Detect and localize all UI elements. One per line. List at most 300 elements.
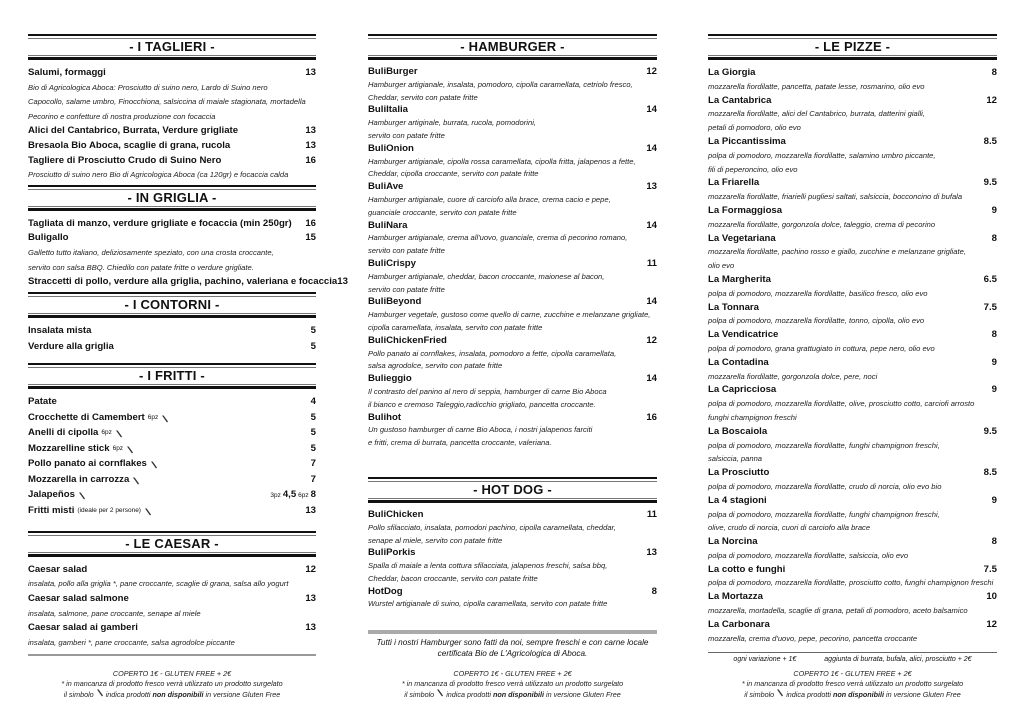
menu-item	[368, 547, 657, 560]
item-description: Hamburger artigianale, crema all'uovo, guanciale, crema di pecorino romano,	[368, 233, 628, 243]
item-name: BuliOnion	[368, 142, 414, 154]
item-name-group	[368, 143, 414, 156]
item-name-group	[708, 618, 770, 632]
menu-item	[708, 425, 997, 439]
menu-item	[28, 621, 316, 636]
item-name: La Boscaiola	[708, 425, 768, 437]
item-description: Hamburger artigianale, cuore di carciofo alla brace, crema cacio e pepe,	[368, 194, 611, 204]
item-name-group	[708, 94, 771, 108]
item-description: polpa di pomodoro, mozzarella fiordilatte, funghi champignon freschi,	[708, 509, 940, 519]
menu-item	[368, 509, 657, 522]
item-description: Bio di Agricologica Aboca: Prosciutto di suino nero, Lardo di Suino nero	[28, 82, 268, 92]
header-rule	[28, 554, 316, 557]
item-name-group	[28, 275, 337, 290]
item-name: Straccetti di pollo, verdure alla griglia, pachino, valeriana e focaccia	[28, 276, 338, 288]
item-name: La Vendicatrice	[708, 329, 779, 341]
item-description: Galletto tutto italiano, deliziosamente speziato, con una crosta croccante,	[28, 247, 274, 257]
item-description: Prosciutto di suino nero Bio di Agricologica Aboca (ca 120gr) e focaccia calda	[28, 170, 289, 180]
item-price: 13	[305, 622, 316, 634]
item-name-group	[708, 232, 776, 246]
header-rule	[368, 498, 657, 499]
menu-item	[708, 466, 997, 480]
item-price: 13	[337, 276, 348, 288]
section-title: - HAMBURGER -	[460, 39, 565, 54]
item-quantity: 6pz	[101, 429, 112, 437]
item-description: Pollo sfilacciato, insalata, pomodori pachino, cipolla caramellata, cheddar,	[368, 522, 616, 532]
item-name-group	[708, 135, 786, 149]
menu-item	[708, 328, 997, 342]
item-name-group	[368, 66, 418, 79]
header-rule	[708, 55, 997, 56]
item-price: 9	[991, 494, 997, 506]
menu-item	[368, 258, 657, 271]
item-name-group	[708, 273, 771, 287]
item-description: Pecorino e confetture di nostra produzione con focaccia	[28, 111, 216, 121]
item-name: La Piccantissima	[708, 135, 786, 147]
section-title: - I TAGLIERI -	[129, 39, 215, 54]
item-name-group	[28, 426, 123, 441]
menu-item	[28, 457, 316, 473]
note-line: Tutti i nostri Hamburger sono fatti da noi, sempre freschi e con carne locale	[376, 638, 649, 647]
section-header	[708, 34, 997, 60]
item-name-group	[28, 473, 140, 488]
item-quantity: 6pz	[112, 444, 124, 452]
item-price: 13	[305, 504, 316, 516]
item-name: Pollo panato ai cornflakes	[28, 458, 147, 470]
header-rule	[28, 55, 316, 56]
item-name-group	[708, 204, 782, 218]
header-rule	[28, 386, 316, 389]
menu-item	[28, 324, 316, 340]
item-name: La Tonnara	[708, 301, 759, 313]
divider	[708, 652, 997, 653]
item-description: e fritti, crema di burrata, pancetta croccante, valeriana.	[368, 438, 552, 448]
menu-item	[28, 441, 316, 457]
item-name: Fritti misti	[28, 504, 75, 516]
not-gluten-free-icon	[115, 429, 123, 437]
item-name: La Contadina	[708, 356, 769, 368]
item-description: Il contrasto del panino al nero di seppia, hamburger di carne Bio Aboca	[368, 386, 607, 396]
item-description: olio evo	[708, 261, 735, 271]
item-description: Hamburger artigianale, cipolla rossa caramellata, cipolla fritta, jalapenos a fette,	[368, 156, 636, 166]
item-description: olive, crudo di norcia, cuori di carciofo alla brace	[708, 523, 871, 533]
item-name: Tagliere di Prosciutto Crudo di Suino Nero	[28, 154, 222, 166]
section-title: - LE CAESAR -	[125, 535, 219, 551]
item-name: BuliChicken	[368, 508, 424, 520]
item-price: 13	[646, 547, 657, 559]
menu-item	[28, 139, 316, 154]
menu-item	[28, 395, 316, 411]
header-rule	[368, 57, 657, 60]
item-name: Anelli di cipolla	[28, 427, 99, 439]
item-price: 7.5	[983, 301, 997, 313]
item-name: Alici del Cantabrico, Burrata, Verdure grigliate	[28, 125, 239, 137]
footer	[28, 669, 316, 700]
symbol-text: indica prodotti	[786, 690, 831, 699]
header-rule	[368, 34, 657, 36]
item-name-group	[368, 104, 408, 117]
item-name-group	[28, 124, 238, 139]
section-header	[28, 34, 316, 60]
item-name: Verdure alla griglia	[28, 341, 114, 353]
item-name-group	[28, 66, 106, 81]
item-price: 5	[310, 341, 316, 353]
item-name-group	[368, 586, 403, 599]
item-price: 5	[310, 325, 316, 337]
item-name-group	[28, 442, 134, 457]
item-name-group	[28, 504, 152, 519]
item-name-group	[28, 154, 221, 169]
item-price: 10	[986, 591, 997, 603]
symbol-text: in versione Gluten Free	[546, 690, 621, 699]
menu-item	[708, 135, 997, 149]
symbol-bold: non disponibili	[152, 690, 204, 699]
symbol-text: il simbolo	[63, 690, 94, 699]
menu-item	[368, 335, 657, 348]
item-name-group	[368, 181, 403, 194]
menu-item	[708, 94, 997, 108]
item-price: 8	[991, 232, 997, 244]
item-description: Cheddar, servito con patate fritte	[368, 92, 478, 102]
item-name: BuliPorkis	[368, 547, 416, 559]
section-title: - I FRITTI -	[139, 367, 205, 383]
item-price: 11	[646, 508, 657, 520]
item-price: 5	[310, 427, 316, 439]
item-description: mozzarella fiordilatte, pachino rosso e giallo, zucchine e melanzane grigliate,	[708, 247, 966, 257]
section-header	[28, 531, 316, 557]
item-price: 16	[305, 154, 316, 166]
section-header	[28, 363, 316, 389]
item-name: Bulieggio	[368, 373, 412, 385]
header-rule	[28, 315, 316, 318]
menu-item	[28, 472, 316, 488]
item-name: La cotto e funghi	[708, 563, 786, 575]
item-description: insalata, salmone, pane croccante, senape al miele	[28, 608, 201, 618]
item-description: mozzarella, crema d'uovo, pepe, pecorino, pancetta croccante	[708, 633, 918, 643]
item-name: Salumi, formaggi	[28, 67, 106, 78]
item-description: Hamburger artigianale, cheddar, bacon croccante, maionese al bacon,	[368, 271, 605, 281]
item-name: Tagliata di manzo, verdure grigliate e focaccia (min 250gr)	[28, 217, 292, 229]
item-price: 5	[310, 411, 316, 423]
item-name-group	[28, 395, 57, 410]
section-title: - IN GRIGLIA -	[127, 189, 217, 205]
item-name: Jalapeños	[28, 489, 75, 501]
item-name: Crocchette di Camembert	[28, 411, 145, 423]
item-name-group	[368, 220, 407, 233]
item-name: BuliItalia	[368, 104, 408, 116]
note-line: certificata Bio de L'Agricologica di Aboca.	[437, 649, 588, 658]
item-description: Wurstel artigianale di suino, cipolla caramellata, servito con patate fritte	[368, 599, 608, 609]
column-hamburger-hotdog	[368, 34, 657, 611]
item-name-group	[28, 592, 129, 607]
item-price: 14	[646, 296, 657, 308]
item-price: 13	[305, 592, 316, 604]
item-name-group	[368, 258, 416, 271]
item-name: La Prosciutto	[708, 467, 770, 479]
item-name-group	[28, 457, 158, 472]
item-name-group	[368, 412, 401, 425]
menu-item	[28, 488, 316, 504]
item-description: polpa di pomodoro, mozzarella fiordilatte, salsiccia, olio evo	[708, 550, 909, 560]
symbol-text: indica prodotti	[446, 690, 491, 699]
price-quantity: 6pz	[298, 491, 309, 499]
item-name: Mozzarelline stick	[28, 442, 110, 454]
not-gluten-free-icon	[150, 460, 158, 468]
item-name-group	[28, 217, 292, 232]
item-price: 9	[991, 204, 997, 216]
item-price: 12	[305, 563, 316, 575]
section-header	[368, 34, 657, 60]
item-name: Bresaola Bio Aboca, scaglie di grana, rucola	[28, 139, 231, 151]
item-name-group	[708, 563, 785, 577]
item-name: La Cantabrica	[708, 94, 772, 106]
menu-item	[28, 410, 316, 426]
menu-item	[28, 124, 316, 139]
item-price: 13	[305, 139, 316, 151]
header-rule	[28, 384, 316, 385]
not-gluten-free-icon	[776, 689, 784, 697]
item-price: 14	[646, 142, 657, 154]
item-description: Un gustoso hamburger di carne Bio Aboca, i nostri jalapenos farciti	[368, 425, 593, 435]
item-name: La Margherita	[708, 273, 771, 285]
price-value: 4,5	[282, 488, 297, 500]
menu-item	[368, 66, 657, 79]
menu-item	[368, 373, 657, 386]
symbol-bold: non disponibili	[832, 690, 885, 699]
item-price	[268, 488, 316, 504]
section-header	[28, 292, 316, 318]
divider	[368, 630, 657, 634]
not-gluten-free-icon	[126, 445, 134, 453]
header-rule	[28, 552, 316, 553]
menu-item	[708, 301, 997, 315]
not-gluten-free-icon	[96, 689, 104, 697]
item-name-group	[708, 301, 759, 315]
menu-item	[708, 273, 997, 287]
menu-item	[708, 563, 997, 577]
menu-item	[708, 204, 997, 218]
item-name: La Friarella	[708, 177, 760, 189]
item-description: cipolla caramellata, insalata, servito con patate fritte	[368, 322, 543, 332]
header-rule	[28, 208, 316, 211]
item-name: Caesar salad	[28, 563, 88, 575]
item-price: 5	[310, 442, 316, 454]
item-price: 11	[646, 257, 657, 269]
menu-item	[368, 104, 657, 117]
item-description: servito con salsa BBQ. Chiedilo con patate fritte o verdure grigliate.	[28, 262, 254, 272]
item-price: 8	[991, 67, 997, 78]
item-name-group	[28, 411, 169, 426]
item-price: 8	[991, 536, 997, 548]
menu-item	[708, 356, 997, 370]
item-description: guanciale croccante, servito con patate fritte	[368, 207, 517, 217]
section-title: - HOT DOG -	[473, 481, 552, 497]
not-gluten-free-icon	[436, 689, 444, 697]
gluten-symbol-note	[28, 689, 316, 700]
item-description: Pollo panato ai cornflakes, insalata, pomodoro a fette, cipolla caramellata,	[368, 348, 617, 358]
item-name-group	[28, 231, 69, 246]
item-price: 12	[646, 66, 657, 77]
item-name: Bulihot	[368, 411, 402, 423]
item-price: 4	[310, 396, 316, 408]
item-name-group	[28, 488, 86, 503]
header-rule	[368, 55, 657, 56]
item-name-group	[708, 425, 767, 439]
menu-item	[28, 275, 348, 290]
item-price: 14	[646, 104, 657, 116]
menu-item	[708, 494, 997, 508]
frozen-note: * in mancanza di prodotto fresco verrà utilizzato un prodotto surgelato	[61, 679, 283, 688]
item-name-group	[708, 590, 763, 604]
item-description: Capocollo, salame umbro, Finocchiona, salsiccina di maiale stagionata, mortadella	[28, 97, 306, 107]
item-name-group	[708, 66, 755, 80]
menu-item	[368, 181, 657, 194]
item-name-group	[368, 296, 421, 309]
item-price: 8.5	[983, 467, 997, 479]
item-price: 14	[646, 219, 657, 231]
item-price: 13	[305, 67, 316, 78]
item-description: salsiccia, panna	[708, 454, 763, 464]
section-header	[368, 477, 657, 503]
menu-item	[708, 535, 997, 549]
price-value: 8	[310, 488, 316, 500]
not-gluten-free-icon	[144, 507, 152, 515]
item-price: 9.5	[983, 177, 997, 189]
item-name: BuliBeyond	[368, 296, 422, 308]
item-price: 9	[991, 356, 997, 368]
item-description: Cheddar, bacon croccante, servito con patate fritte	[368, 573, 538, 583]
symbol-bold: non disponibili	[492, 690, 545, 699]
section-header	[28, 185, 316, 211]
item-name: BuliBurger	[368, 66, 418, 77]
item-price: 16	[646, 411, 657, 423]
item-name: BuliCrispy	[368, 257, 416, 269]
item-description: Hamburger artiginale, burrata, rucola, pomodorini,	[368, 118, 536, 128]
item-name: BuliAve	[368, 181, 404, 193]
item-name-group	[708, 494, 767, 508]
item-description: mozzarella fiordilatte, gorgonzola dolce, taleggio, crema di pecorino	[708, 219, 936, 229]
item-name-group	[28, 563, 87, 578]
item-description: polpa di pomodoro, grana grattugiato in cottura, pepe nero, olio evo	[708, 343, 935, 353]
item-description: Spalla di maiale a lenta cottura sfilacciata, jalapenos freschi, salsa bbq,	[368, 561, 608, 571]
item-name-group	[708, 328, 778, 342]
symbol-text: il simbolo	[744, 690, 775, 699]
item-description: polpa di pomodoro, mozzarella fiordilatte, tonno, cipolla, olio evo	[708, 316, 925, 326]
menu-item	[368, 296, 657, 309]
item-description: senape al miele, servito con patate fritte	[368, 535, 503, 545]
item-description: mozzarella fiordilatte, pancetta, patate lesse, rosmarino, olio evo	[708, 81, 925, 91]
coperto-line: COPERTO 1€ - GLUTEN FREE + 2€	[112, 669, 232, 678]
menu-item	[28, 217, 316, 232]
item-quantity: (ideale per 2 persone)	[77, 506, 141, 514]
item-name: Insalata mista	[28, 325, 92, 337]
price-quantity: 3pz	[270, 491, 281, 499]
menu-item	[28, 154, 316, 169]
item-name: BuliNara	[368, 219, 408, 231]
item-price: 16	[305, 217, 316, 229]
not-gluten-free-icon	[132, 476, 140, 484]
item-name: Caesar salad salmone	[28, 592, 129, 604]
item-price: 6.5	[983, 273, 997, 285]
menu-item	[368, 412, 657, 425]
item-name-group	[708, 176, 759, 190]
item-description: fili di peperoncino, olio evo	[708, 164, 798, 174]
item-name-group	[708, 466, 769, 480]
item-name: La Vegetariana	[708, 232, 776, 244]
menu-item	[708, 66, 997, 80]
item-name: Caesar salad ai gamberi	[28, 622, 138, 634]
not-gluten-free-icon	[78, 491, 86, 499]
item-name-group	[368, 509, 423, 522]
item-description: Hamburger artigianale, insalata, pomodoro, cipolla caramellata, cetriolo fresco,	[368, 79, 633, 89]
header-rule	[708, 34, 997, 36]
item-name: La Norcina	[708, 536, 758, 548]
header-rule	[28, 363, 316, 365]
frozen-note: * in mancanza di prodotto fresco verrà utilizzato un prodotto surgelato	[401, 679, 624, 688]
item-name: HotDog	[368, 585, 403, 597]
item-price: 12	[646, 334, 657, 346]
symbol-text: in versione Gluten Free	[205, 690, 281, 699]
item-name: La Carbonara	[708, 618, 770, 630]
item-description: Cheddar, cipolla croccante, servito con patate fritte	[368, 169, 539, 179]
coperto-line: COPERTO 1€ - GLUTEN FREE + 2€	[453, 669, 572, 678]
item-description: polpa di pomodoro, mozzarella fiordilatte, salamino umbro piccante,	[708, 150, 936, 160]
header-rule	[368, 477, 657, 479]
header-rule	[28, 531, 316, 533]
header-rule	[28, 292, 316, 294]
item-name: La Formaggiosa	[708, 204, 783, 216]
section-title: - I CONTORNI -	[124, 296, 220, 312]
item-description: insalata, gamberi *, pane croccante, salsa agrodolce piccante	[28, 637, 235, 647]
header-rule	[28, 206, 316, 207]
section-title: - LE PIZZE -	[814, 39, 891, 54]
item-name-group	[28, 621, 138, 636]
item-description: insalata, pollo alla griglia *, pane croccante, scaglie di grana, salsa allo yogurt	[28, 579, 289, 589]
header-rule	[28, 34, 316, 36]
item-name-group	[368, 335, 447, 348]
item-description: mozzarella fiordilatte, alici del Cantabrico, burrata, datterini gialli,	[708, 109, 925, 119]
item-price: 7	[310, 458, 316, 470]
pizza-variations	[708, 656, 997, 663]
menu-item	[708, 590, 997, 604]
symbol-text: il simbolo	[404, 690, 435, 699]
item-description: polpa di pomodoro, mozzarella fiordilatte, funghi champignon freschi,	[708, 440, 940, 450]
item-description: petali di pomodoro, olio evo	[708, 123, 801, 133]
header-rule	[708, 57, 997, 60]
item-name: La Capricciosa	[708, 384, 777, 396]
coperto-line: COPERTO 1€ - GLUTEN FREE + 2€	[793, 669, 912, 678]
menu-item	[368, 586, 657, 599]
item-name: La 4 stagioni	[708, 494, 767, 506]
variation-price: ogni variazione + 1€	[733, 656, 797, 663]
not-gluten-free-icon	[161, 414, 169, 422]
menu-item	[28, 563, 316, 578]
item-price: 14	[646, 373, 657, 385]
menu-item	[708, 232, 997, 246]
item-quantity: 6pz	[147, 413, 159, 421]
item-price: 9.5	[983, 425, 997, 437]
gluten-symbol-note	[368, 689, 657, 700]
item-description: polpa di pomodoro, mozzarella fiordilatte, crudo di norcia, olio evo bio	[708, 481, 942, 491]
item-price: 9	[991, 384, 997, 396]
menu-item	[368, 220, 657, 233]
item-price: 7.5	[983, 563, 997, 575]
footer	[368, 669, 657, 700]
item-name: Patate	[28, 396, 57, 408]
header-rule	[368, 500, 657, 503]
hamburger-note	[368, 637, 657, 659]
item-price: 8.5	[983, 135, 997, 147]
